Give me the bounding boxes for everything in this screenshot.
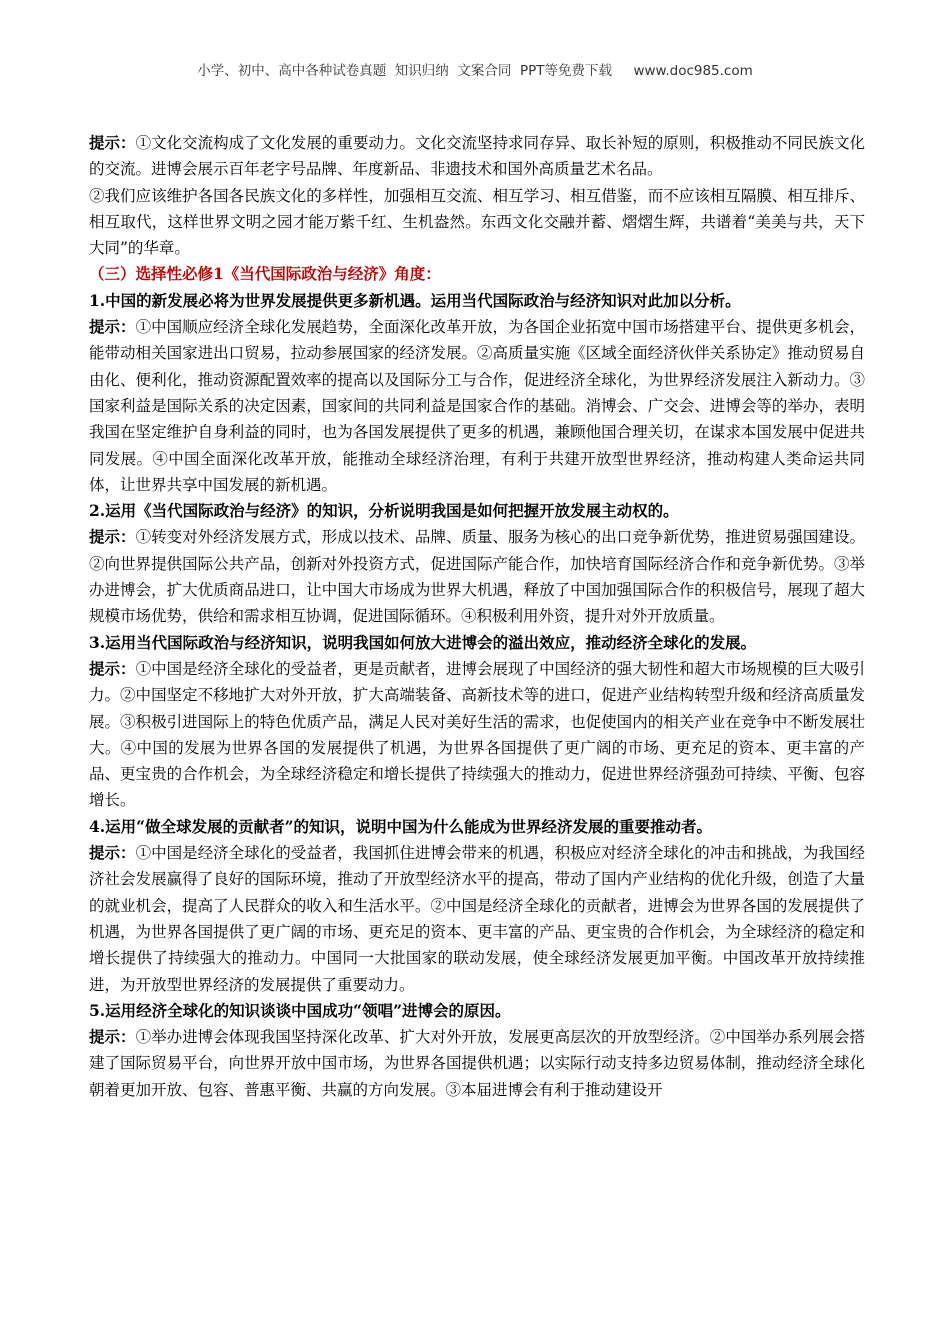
answer-4-text: ①中国是经济全球化的受益者，我国抓住进博会带来的机遇，积极应对经济全球化的冲击和挑战，为我国经济社会发展赢得了良好的国际环境，推动了开放型经济水平的提高，带动了国内产业结构的优化升级，创造了大量的就业机会，提高了人民群众的收入和生活水平。②中国是经济全球化的贡献者，进博会为世界各国的发展提供了机遇，为世界各国提供了更广阔的市场、更充足的资本、更丰富的产品、更宝贵的合作机会，为全球经济的稳定和增长提供了持续强大的推动力。中国同一大批国家的联动发展，使全球经济发展更加平衡。中国改革开放持续推进，为开放型世界经济的发展提供了重要动力。 [89,844,865,994]
hint-label: 提示： [89,1027,136,1047]
intro-text-1: ①文化交流构成了文化发展的重要动力。文化交流坚持求同存异、取长补短的原则，积极推动不同民族文化的交流。进博会展示百年老字号品牌、年度新品、非遗技术和国外高质量艺术名品。 [89,134,865,179]
hint-label: 提示： [89,843,136,863]
page-header: 小学、初中、高中各种试卷真题 知识归纳 文案合同 PPT等免费下载 www.doc985.com [197,63,753,79]
answer-1-text: ①中国顺应经济全球化发展趋势，全面深化改革开放，为各国企业拓宽中国市场搭建平台、提供更多机会，能带动相关国家进出口贸易，拉动参展国家的经济发展。②高质量实施《区域全面经济伙伴关系协定》推动贸易自由化、便利化，推动资源配置效率的提高以及国际分工与合作，促进经济全球化，为世界经济发展注入新动力。③国家利益是国际关系的决定因素，国家间的共同利益是国家合作的基础。消博会、广交会、进博会等的举办，表明我国在坚定维护自身利益的同时，也为各国发展提供了更多的机遇，兼顾他国合理关切，在谋求本国发展中促进共同发展。④中国全面深化改革开放，能推动全球经济治理，有利于共建开放型世界经济，推动构建人类命运共同体，让世界共享中国发展的新机遇。 [89,318,865,494]
question-3: 3.运用当代国际政治与经济知识，说明我国如何放大进博会的溢出效应，推动经济全球化的发展。 [89,632,757,652]
question-4: 4.运用“做全球发展的贡献者”的知识，说明中国为什么能成为世界经济发展的重要推动者。 [89,816,713,836]
answer-2-text: ①转变对外经济发展方式，形成以技术、品牌、质量、服务为核心的出口竞争新优势，推进贸易强国建设。②向世界提供国际公共产品，创新对外投资方式，促进国际产能合作，加快培育国际经济合作和竞争新优势。③举办进博会，扩大优质商品进口，让中国大市场成为世界大机遇，释放了中国加强国际合作的积极信号，展现了超大规模市场优势，供给和需求相互协调，促进国际循环。④积极利用外资，提升对外开放质量。 [89,528,865,626]
hint-label: 提示： [89,317,136,337]
answer-1 [89,314,865,498]
hint-label: 提示： [89,133,136,152]
answer-2 [89,524,865,629]
question-5: 5.运用经济全球化的知识谈谈中国成功“领唱”进博会的原因。 [89,1000,511,1020]
section-title: （三）选择性必修1《当代国际政治与经济》角度： [89,264,441,284]
hint-label: 提示： [89,527,136,547]
answer-5-text: ①举办进博会体现我国坚持深化改革、扩大对外开放，发展更高层次的开放型经济。②中国举办系列展会搭建了国际贸易平台，向世界开放中国市场，为世界各国提供机遇；以实际行动支持多边贸易体制，推动经济全球化朝着更加开放、包容、普惠平衡、共赢的方向发展。③本届进博会有利于推动建设开 [89,1028,865,1099]
question-2: 2.运用《当代国际政治与经济》的知识，分析说明我国是如何把握开放发展主动权的。 [89,501,679,521]
answer-5 [89,1024,865,1103]
intro-paragraph-2: ②我们应该维护各国各民族文化的多样性，加强相互交流、相互学习、相互借鉴，而不应该相互隔膜、相互排斥、相互取代，这样世界文明之园才能万紫千红、生机盎然。东西文化交融并蓄、熠熠生辉，共谱着“美美与共，天下大同”的华章。 [89,186,865,258]
answer-3-text: ①中国是经济全球化的受益者，更是贡献者，进博会展现了中国经济的强大韧性和超大市场规模的巨大吸引力。②中国坚定不移地扩大对外开放，扩大高端装备、高新技术等的进口，促进产业结构转型升级和经济高质量发展。③积极引进国际上的特色优质产品，满足人民对美好生活的需求，也促使国内的相关产业在竞争中不断发展壮大。④中国的发展为世界各国的发展提供了机遇，为世界各国提供了更广阔的市场、更充足的资本、更丰富的产品、更宝贵的合作机会，为全球经济稳定和增长提供了持续强大的推动力，促进世界经济强劲可持续、平衡、包容增长。 [89,659,865,810]
document-body [89,130,865,1103]
answer-4 [89,840,865,998]
question-1: 1.中国的新发展必将为世界发展提供更多新机遇。运用当代国际政治与经济知识对此加以分析。 [89,290,741,310]
intro-paragraph-1 [89,130,865,183]
answer-3 [89,656,865,814]
hint-label: 提示： [89,658,136,678]
